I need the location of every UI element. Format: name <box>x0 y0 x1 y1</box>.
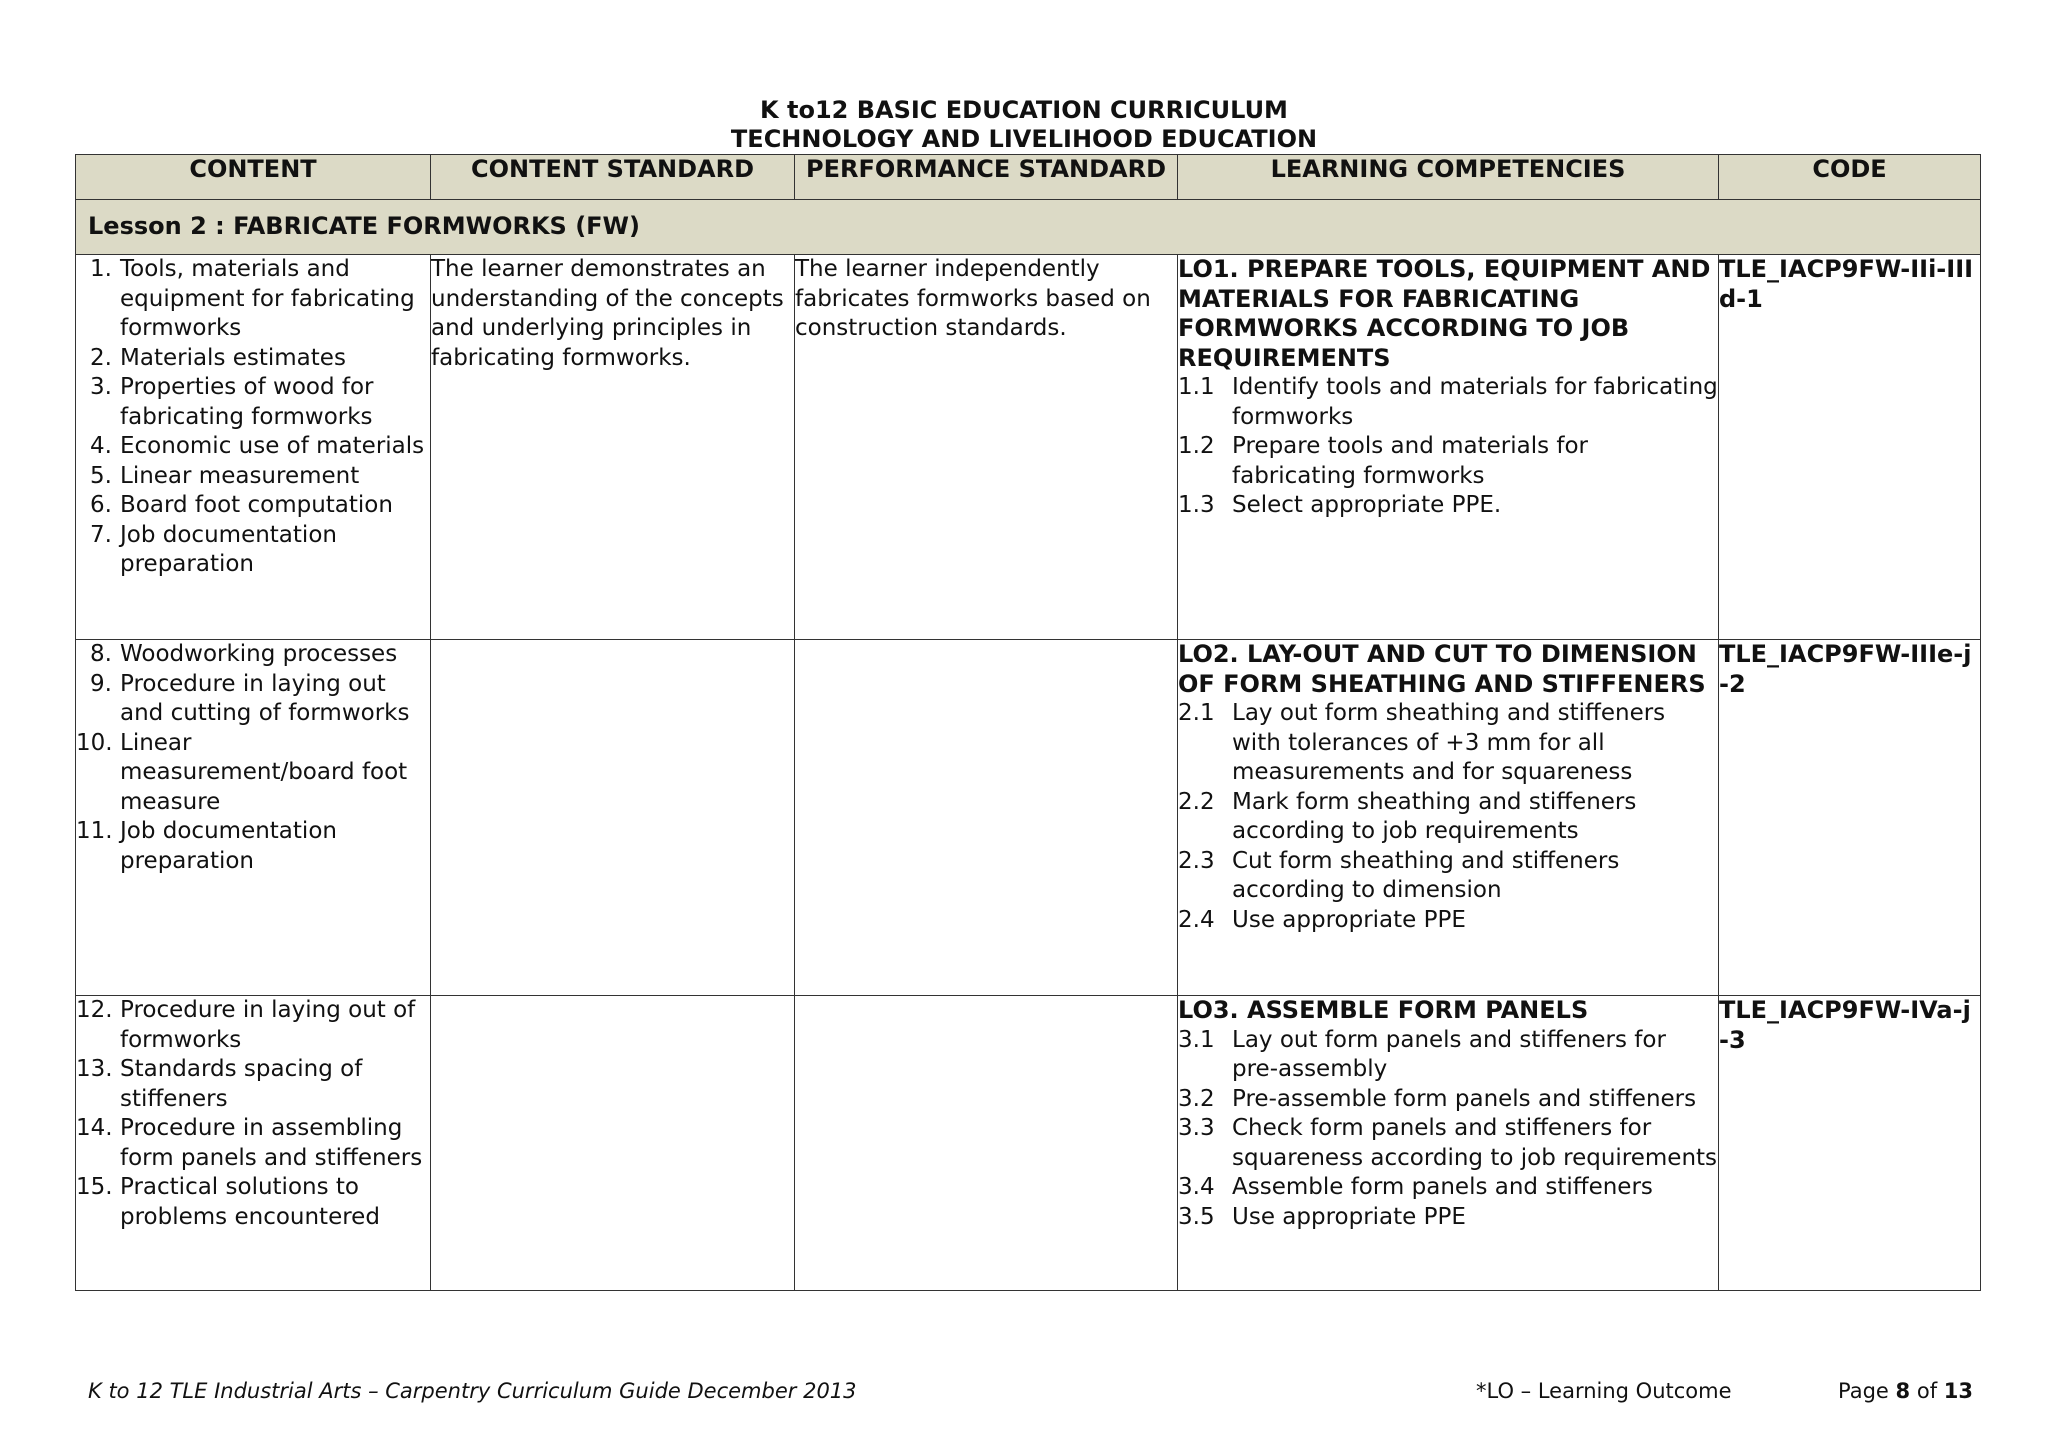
competency-item: 3.5 Use appropriate PPE <box>1178 1203 1466 1230</box>
learning-outcome-title: LO3. ASSEMBLE FORM PANELS <box>1178 996 1589 1024</box>
performance-standard-cell <box>795 996 1178 1291</box>
content-standard-cell <box>431 640 795 996</box>
column-header-performance-standard: PERFORMANCE STANDARD <box>795 155 1178 200</box>
page-current: 8 <box>1895 1379 1911 1403</box>
learning-outcome-title: LO2. LAY-OUT AND CUT TO DIMENSION OF FORM SHEATHING AND STIFFENERS <box>1178 640 1706 698</box>
document-title: K to12 BASIC EDUCATION CURRICULUM <box>760 96 1288 124</box>
list-item: 9. Procedure in laying out and cutting of formworks <box>90 670 410 726</box>
performance-standard-cell <box>795 640 1178 996</box>
competency-item: 1.2 Prepare tools and materials for fabricating formworks <box>1178 433 1589 489</box>
list-item: 3. Properties of wood for fabricating formworks <box>90 374 374 430</box>
code-cell: TLE_IACP9FW-IVa-j-3 <box>1719 996 1981 1291</box>
list-item: 2. Materials estimates <box>90 344 346 371</box>
page-prefix: Page <box>1838 1379 1889 1403</box>
page-of: of <box>1916 1379 1938 1403</box>
page-total: 13 <box>1943 1379 1974 1403</box>
competency-item: 2.2 Mark form sheathing and stiffeners according to job requirements <box>1178 788 1637 844</box>
performance-standard-cell: The learner independently fabricates formworks based on construction standards. <box>795 255 1178 640</box>
lesson-title: Lesson 2 : FABRICATE FORMWORKS (FW) <box>76 200 1981 255</box>
content-standard-cell <box>431 996 795 1291</box>
list-item: 5. Linear measurement <box>90 462 360 489</box>
column-header-code: CODE <box>1719 155 1981 200</box>
list-item: 14. Procedure in assembling form panels and stiffeners <box>76 1115 423 1171</box>
competency-item: 3.2 Pre-assemble form panels and stiffeners <box>1178 1085 1697 1112</box>
table-row <box>76 996 1981 1291</box>
code-cell: TLE_IACP9FW-IIIe-j-2 <box>1719 640 1981 996</box>
content-cell <box>76 996 431 1291</box>
table-row <box>76 255 1981 640</box>
column-header-content-standard: CONTENT STANDARD <box>431 155 795 200</box>
content-cell <box>76 255 431 640</box>
list-item: 7. Job documentation preparation <box>90 521 337 577</box>
content-standard-cell: The learner demonstrates an understanding of the concepts and underlying principles in fabricating formworks. <box>431 255 795 640</box>
competency-item: 2.1 Lay out form sheathing and stiffeners with tolerances of +3 mm for all measurements and for squareness <box>1178 700 1666 785</box>
content-list <box>76 996 430 1232</box>
list-item: 11. Job documentation preparation <box>76 818 337 874</box>
learning-outcome-title: LO1. PREPARE TOOLS, EQUIPMENT AND MATERIALS FOR FABRICATING FORMWORKS ACCORDING TO JOB REQUIREMENTS <box>1178 255 1711 372</box>
curriculum-table <box>75 154 1981 1291</box>
list-item: 6. Board foot computation <box>90 492 393 518</box>
content-list <box>76 640 430 876</box>
lesson-row <box>76 200 1981 255</box>
competency-item: 1.3 Select appropriate PPE. <box>1178 492 1502 518</box>
learning-competencies-cell <box>1178 996 1719 1291</box>
competency-item: 3.1 Lay out form panels and stiffeners for pre-assembly <box>1178 1026 1666 1082</box>
list-item: 1. Tools, materials and equipment for fabricating formworks <box>90 256 415 341</box>
page-number <box>1838 1378 1973 1404</box>
list-item: 15. Practical solutions to problems encountered <box>76 1174 380 1230</box>
table-header-row <box>76 155 1981 200</box>
footer-guide-title: K to 12 TLE Industrial Arts – Carpentry Curriculum Guide December 2013 <box>88 1379 857 1403</box>
code-cell: TLE_IACP9FW-IIi-IIId-1 <box>1719 255 1981 640</box>
list-item: 13. Standards spacing of stiffeners <box>76 1056 363 1112</box>
competency-item: 2.3 Cut form sheathing and stiffeners according to dimension <box>1178 847 1620 903</box>
content-list <box>76 255 430 580</box>
list-item: 10. Linear measurement/board foot measure <box>76 729 408 815</box>
competency-item: 1.1 Identify tools and materials for fabricating formworks <box>1178 374 1718 430</box>
list-item: 8. Woodworking processes <box>90 641 398 667</box>
table-row <box>76 640 1981 996</box>
list-item: 4. Economic use of materials <box>90 433 425 459</box>
list-item: 12. Procedure in laying out of formworks <box>76 997 416 1053</box>
footer-legend: *LO – Learning Outcome <box>1476 1379 1732 1403</box>
document-subtitle: TECHNOLOGY AND LIVELIHOOD EDUCATION <box>730 125 1318 153</box>
column-header-learning-competencies: LEARNING COMPETENCIES <box>1178 155 1719 200</box>
competency-item: 3.4 Assemble form panels and stiffeners <box>1178 1174 1653 1200</box>
learning-competencies-cell <box>1178 255 1719 640</box>
column-header-content: CONTENT <box>76 155 431 200</box>
competency-item: 3.3 Check form panels and stiffeners for squareness according to job requirements <box>1178 1115 1718 1171</box>
content-cell <box>76 640 431 996</box>
learning-competencies-cell <box>1178 640 1719 996</box>
competency-item: 2.4 Use appropriate PPE <box>1178 906 1466 933</box>
